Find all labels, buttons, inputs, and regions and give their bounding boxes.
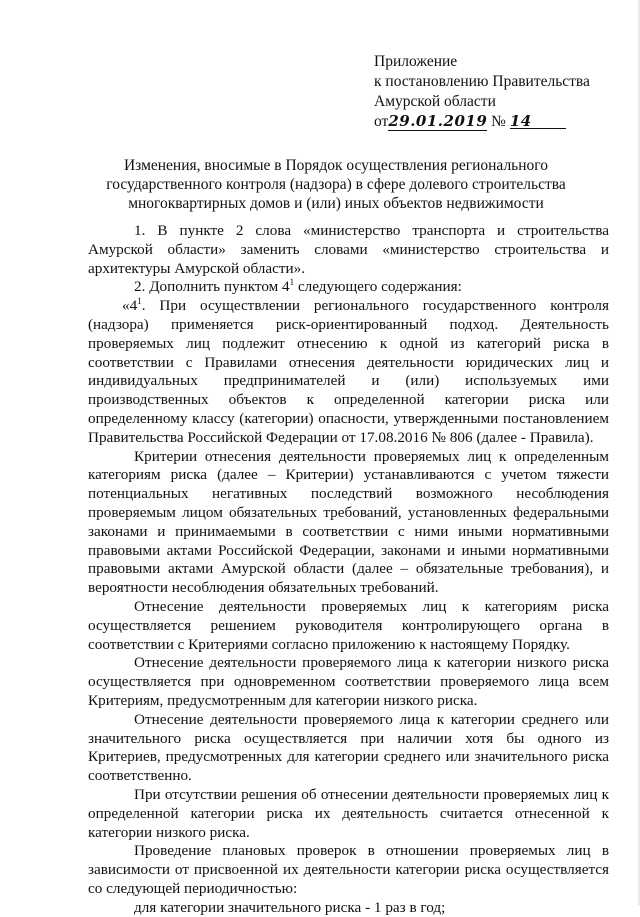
paragraph-2-superscript: 1 [289, 277, 295, 288]
appendix-date-number-line [374, 112, 590, 132]
title-line-3: многоквартирных домов и (или) иных объектов недвижимости [128, 195, 544, 212]
paragraph-3-superscript: 1 [137, 296, 142, 307]
paragraph-3 [88, 297, 609, 447]
document-title [96, 156, 576, 213]
paragraph-4: Критерии отнесения деятельности проверяемых лиц к определенным категориям риска (далее – Критерии) устанавливаются с учетом тяжести потенциальных негативных последствий возможного несоблюдения проверяемым лицом обязательных требований, установленных федеральными законами и принимаемыми в соответствии с ними иными нормативными правовыми актами Российской Федерации, законами и иными нормативными правовыми актами Амурской области (далее – обязательные требования), и вероятности несоблюдения обязательных требований. [88, 447, 609, 597]
title-line-2: государственного контроля (надзора) в сфере долевого строительства [106, 176, 566, 193]
appendix-reference: к постановлению Правительства [374, 73, 590, 90]
paragraph-5: Отнесение деятельности проверяемых лиц к категориям риска осуществляется решением руководителя контролирующего органа в соответствии с Критериями согласно приложению к настоящему Порядку. [88, 597, 609, 653]
appendix-region: Амурской области [374, 93, 496, 110]
paragraph-2-text-b: следующего содержания: [294, 278, 462, 296]
title-line-1: Изменения, вносимые в Порядок осуществления регионального [123, 157, 549, 174]
number-prefix: № [491, 113, 506, 130]
handwritten-date: 29.01.2019 [388, 112, 488, 130]
paragraph-8: При отсутствии решения об отнесении деятельности проверяемых лиц к определенной категории риска их деятельность считается отнесенной к категории низкого риска. [88, 785, 609, 841]
paragraph-3-text-b: . При осуществлении регионального государственного контроля (надзора) применяется риск-ориентированный подход. Деятельность проверяемых лиц подлежит отнесению к одной из категорий риска в соответствии с Правилами отнесения деятельности юридических лиц и индивидуальных предпринимателей и (или) используемых ими производственных объектов к определенной категории риска или определенному классу (категории) опасности, утвержденными постановлением Правительства Российской Федерации от 17.08.2016 № 806 (далее - Правила). [88, 297, 609, 446]
appendix-title: Приложение [374, 53, 458, 70]
date-prefix: от [374, 113, 389, 130]
paragraph-3-text-a: «4 [122, 297, 138, 315]
paragraph-10: для категории значительного риска - 1 раз в год; [134, 898, 446, 916]
paragraph-9: Проведение плановых проверок в отношении проверяемых лиц в зависимости от присвоенной их деятельности категории риска осуществляется со следующей периодичностью: [88, 842, 609, 897]
paragraph-6: Отнесение деятельности проверяемого лица к категории низкого риска осуществляется при одновременном соответствии проверяемого лица всем Критериям, предусмотренным для категории низкого риска. [88, 654, 609, 709]
paragraph-1: 1. В пункте 2 слова «министерство транспорта и строительства Амурской области» заменить словами «министерство строительства и архитектуры Амурской области». [88, 222, 609, 277]
handwritten-number: 14 [510, 114, 566, 129]
appendix-header [374, 52, 590, 132]
paragraph-2-text-a: 2. Дополнить пунктом 4 [134, 278, 290, 296]
paragraph-7: Отнесение деятельности проверяемого лица к категории среднего или значительного риска осуществляется при наличии хотя бы одного из Критериев, предусмотренных для категории среднего или значительного риска соответственно. [88, 710, 609, 785]
document-body [88, 222, 609, 917]
paragraph-2 [88, 278, 609, 297]
